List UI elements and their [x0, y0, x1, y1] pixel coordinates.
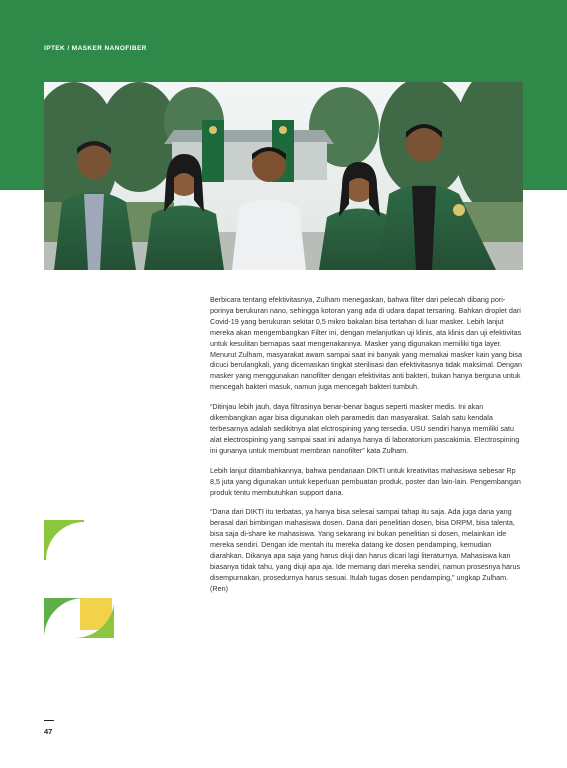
deco-quarter-bottom	[44, 598, 84, 638]
article-paragraph: “Ditinjau lebih jauh, daya filtrasinya benar-benar bagus seperti masker medis. Ini akan dikembangkan agar bisa digunakan oleh paramedis dan masyarakat. Salah satu kendala terbesarnya adalah sedikitnya alat elctrospining yang tersedia. USU sendiri hanya memiliki satu alat electrospining yang sampai saat ini adanya hanya di laboratorium pascakimia. Electrospining ini gunanya untuk membuat membran nanofilter” kata Zulham.	[210, 402, 520, 455]
deco-quarter-top	[44, 520, 84, 560]
article-paragraph: Lebih lanjut ditambahkannya, bahwa pendanaan DIKTI untuk kreativitas mahasiswa sebesar Rp 8,5 juta yang digunakan untuk keperluan pembuatan produk, poster dan lain-lain. Pengembangan produk tentu membutuhkan support dana.	[210, 465, 521, 497]
page-rule	[44, 720, 54, 721]
group-photo	[44, 82, 523, 270]
article-paragraph: Berbicara tentang efektivitasnya, Zulham menegaskan, bahwa filter dari pelecah dibang pori-porinya berukuran nano, sehingga kotoran yang ada di udara dapat tersaring. Bahkan droplet dari Covid-19 yang berukuran sekitar 0,5 mikro bakalan bisa tertahan di luar masker. Lebih lanjut mereka akan mengembangkan Filter ini, dengan melanjutkan uji klinis, ata klinis dan uji efektivitas untuk kesulitan bernapas saat mengenakannya. Masker yang digunakan memiliki tiga layer. Menurut Zulham, masyarakat awam sampai saat ini banyak yang memakai masker kain yang bisa dicuci berulangkali, yang dicemaskan tingkat sterilisasi dan efektivitasnya tidak maksimal. Dengan masker yang menggunakan nanofilter dengan efektivitas anti bakteri, bukan hanya berguna untuk mencegah bakteri masuk, namun juga mencegah bakteri tumbuh.	[210, 295, 523, 392]
section-label: IPTEK / MASKER NANOFIBER	[44, 45, 147, 52]
article-paragraph: “Dana dari DIKTI itu terbatas, ya hanya bisa selesai sampai tahap itu saja. Ada juga dana yang berasal dari bimbingan mahasiswa dosen. Dana dari penelitian dosen, bisa DRPM, bisa talenta, bisa saja di-share ke mahasiswa. Yang sekarang ini bukan penelitian si dosen, melainkan ide mereka sendiri. Dengan ide mentah itu mereka datang ke dosen pendamping, kemudian diarahkan. Dikanya apa saja yang harus diuji dan harus dicari lagi literaturnya. Mahasiswa kan biasanya tidak tahu, yang diuji apa aja. Ide memang dari mereka sendiri, namun prosesnya harus disempurnakan, prosedurnya harus sesuai. Itulah tugas dosen pendamping,” ungkap Zulham. (Ren)	[210, 507, 521, 593]
article-body	[210, 295, 522, 604]
page-number: 47	[44, 727, 53, 736]
decorative-shapes	[44, 520, 114, 640]
